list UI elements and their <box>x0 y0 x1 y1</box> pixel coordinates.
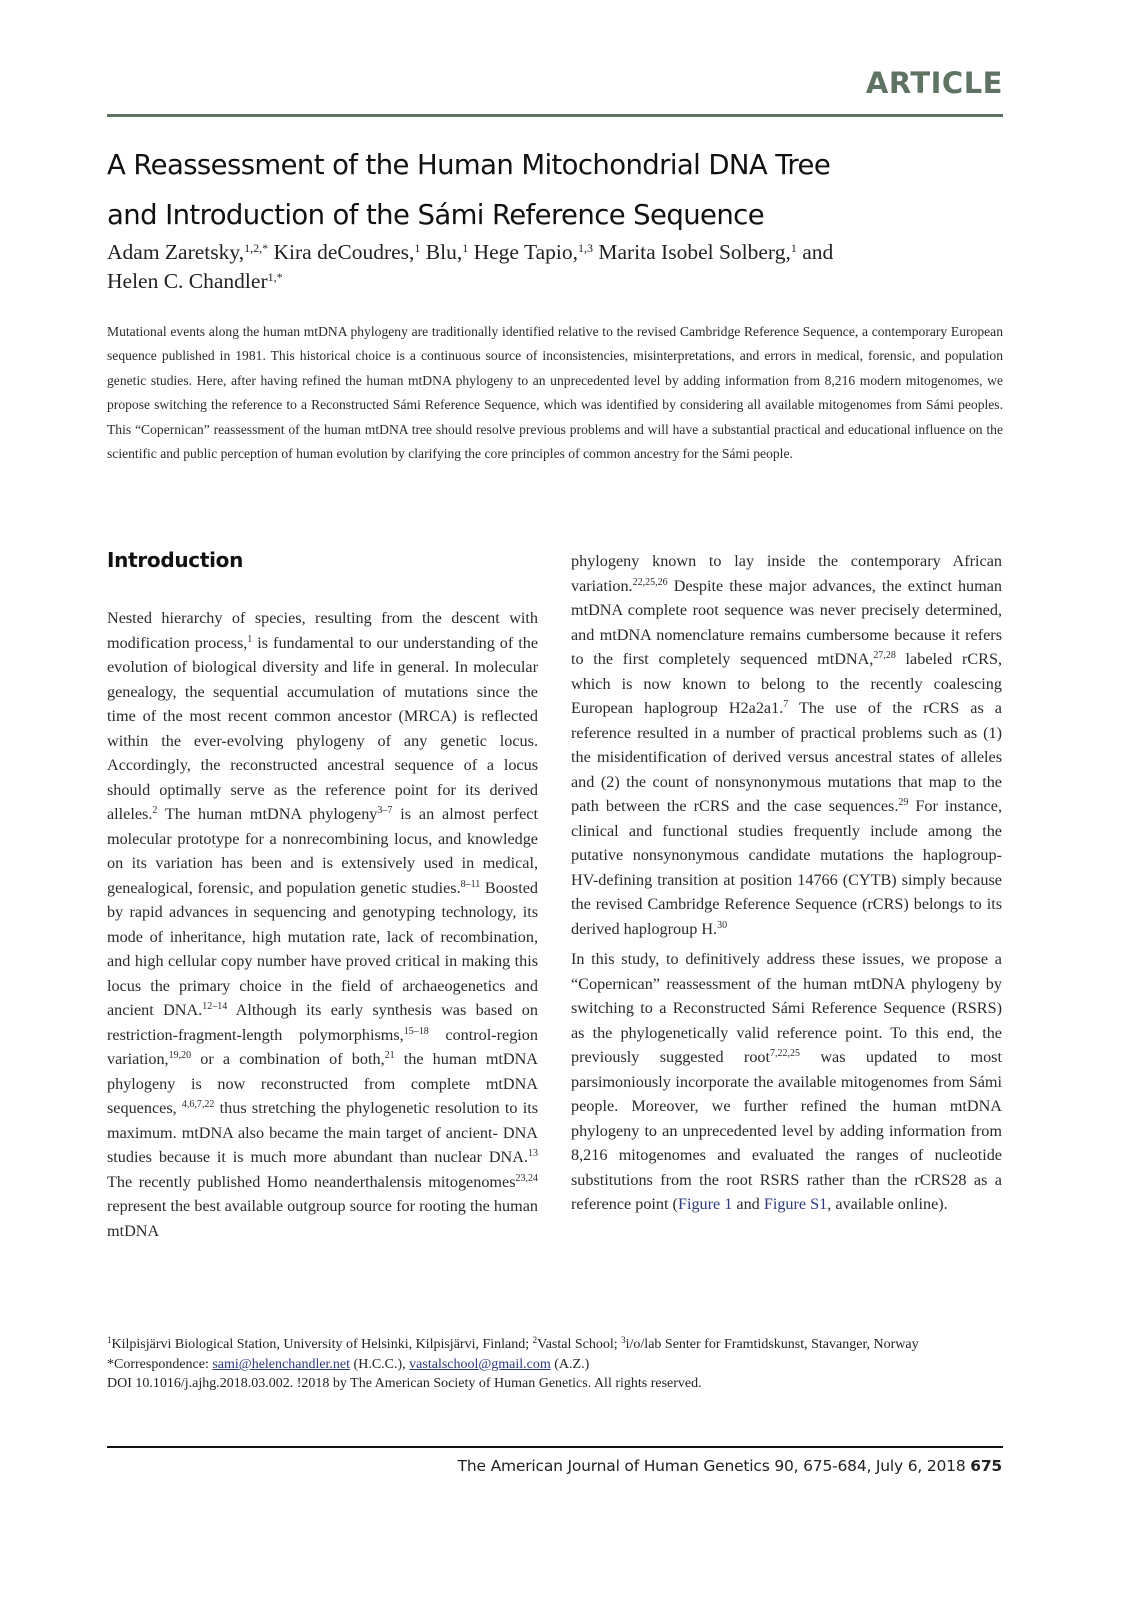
title-line-1: A Reassessment of the Human Mitochondrial DNA Tree <box>107 149 831 181</box>
body-text: , available online). <box>827 1195 948 1213</box>
section-heading-introduction: Introduction <box>107 548 244 572</box>
author-affiliation: 1 <box>790 241 797 255</box>
abstract: Mutational events along the human mtDNA phylogeny are traditionally identified relative to the revised Cambridge Reference Sequence, a contemporary European sequence published in 1981. This historical choice is a continuous source of inconsistencies, misinterpretations, and errors in medical, forensic, and population genetic studies. Here, after having refined the human mtDNA phylogeny to an unprecedented level by adding information from 8,216 modern mitogenomes, we propose switching the reference to a Reconstructed Sámi Reference Sequence, which was identified by considering all available mitogenomes from Sámi peoples. This “Copernican” reassessment of the human mtDNA tree should resolve previous problems and will have a substantial practical and educational influence on the scientific and public perception of human evolution by clarifying the core principles of common ancestry for the Sámi people. <box>107 324 1003 462</box>
affiliation-number: 2 <box>532 1335 538 1345</box>
intro-paragraph-1 <box>107 606 538 1243</box>
affiliation-number: 3 <box>621 1335 626 1345</box>
citation-ref: 2 <box>152 805 158 816</box>
journal-citation: The American Journal of Human Genetics 90, 675-684, July 6, 2018 <box>457 1457 971 1475</box>
title-line-2: and Introduction of the Sámi Reference Sequence <box>107 199 765 231</box>
body-text: or a combination of both, <box>191 1050 385 1068</box>
email-link-vastalschool[interactable]: vastalschool@gmail.com <box>409 1356 551 1372</box>
citation-ref: 13 <box>528 1148 538 1159</box>
body-text: Although its early synthesis was based on restriction-fragment-length polymorphisms, <box>107 1001 538 1044</box>
author-name: Hege Tapio, <box>473 240 578 264</box>
body-text: The human mtDNA phylogeny <box>157 805 378 823</box>
citation-ref: 8–11 <box>460 878 481 890</box>
author-name: Marita Isobel Solberg, <box>598 240 791 264</box>
body-text: Boosted by rapid advances in sequencing and genotyping technology, its mode of inheritance, high mutation rate, lack of recombination, and high cellular copy number have proved critical in making this locus the primary choice in the field of archaeogenetics and ancient DNA. <box>107 878 538 1019</box>
doi-line: DOI 10.1016/j.ajhg.2018.03.002. !2018 by The American Society of Human Genetics. All rights reserved. <box>107 1376 702 1391</box>
affiliation-number: 1 <box>107 1335 112 1345</box>
body-text: and <box>732 1195 764 1213</box>
header-divider <box>107 114 1003 117</box>
body-text: labeled rCRS, which is now known to belong to the recently coalescing European haplogroup H2a2a1. <box>571 650 1002 717</box>
journal-footer <box>458 1457 1002 1475</box>
body-text: control-region variation, <box>107 1025 538 1068</box>
citation-ref: 27,28 <box>873 650 896 661</box>
affiliation-list <box>107 1335 1003 1355</box>
body-text: Despite these major advances, the extinct human mtDNA complete root sequence was never precisely determined, and mtDNA nomenclature remains cumbersome because it refers to the first completely sequenced mtDNA, <box>571 576 1002 668</box>
citation-ref: 4,6,7,22 <box>181 1099 215 1110</box>
author-affiliation: 1 <box>462 241 469 255</box>
citation-ref: 30 <box>717 919 728 931</box>
footer-divider <box>107 1446 1003 1448</box>
author-affiliation: 1 <box>414 241 421 255</box>
email-owner: (H.C.C.), <box>350 1356 410 1372</box>
body-text: is fundamental to our understanding of the evolution of biological diversity and life in general. In molecular genealogy, the sequential accumulation of mutations since the time of the most recent common ancestor (MRCA) is reflected within the ever-evolving phylogeny of any genetic locus. Accordingly, the reconstructed ancestral sequence of a locus should optimally serve as the reference point for its derived alleles. <box>107 633 539 823</box>
body-text: The recently published Homo neanderthalensis mitogenomes <box>107 1172 516 1191</box>
figure-1-link[interactable]: Figure 1 <box>677 1195 733 1213</box>
author-affiliation: 1,3 <box>577 241 593 255</box>
body-column-left <box>107 606 538 1243</box>
body-text: Nested hierarchy of species, resulting from the descent with modification process, <box>107 609 538 652</box>
author-affiliation: 1,2,* <box>244 241 269 255</box>
affiliations-footnote <box>107 1335 1003 1394</box>
citation-ref: 22,25,26 <box>632 576 668 588</box>
email-owner: (A.Z.) <box>550 1356 590 1372</box>
section-label: ARTICLE <box>865 66 1003 100</box>
affiliation-text: Kilpisjärvi Biological Station, University of Helsinki, Kilpisjärvi, Finland; <box>111 1337 533 1352</box>
body-text: phylogeny known to lay inside the contemporary African variation. <box>571 552 1002 595</box>
citation-ref: 1 <box>247 633 253 645</box>
citation-ref: 19,20 <box>168 1050 192 1061</box>
body-text: In this study, to definitively address these issues, we propose a “Copernican” reassessment of the human mtDNA phylogeny by switching to a Reconstructed Sámi Reference Sequence (RSRS) as the phylogenetically valid reference point. To this end, the previously suggested root <box>571 950 1002 1066</box>
body-text: For instance, clinical and functional studies frequently include among the putative nonsynonymous candidate mutations the haplogroup- HV-defining transition at position 14766 (CYTB) simply because the revised Cambridge Reference Sequence (rCRS) belongs to its derived haplogroup H. <box>571 797 1003 938</box>
author-conjunction: and <box>802 240 834 264</box>
intro-paragraph-1-continued <box>571 549 1002 941</box>
body-text: The use of the rCRS as a reference resulted in a number of practical problems such as (1) the misidentification of derived versus ancestral states of alleles and (2) the count of nonsynonymous mutations that map to the path between the rCRS and the case sequences. <box>571 699 1002 815</box>
citation-ref: 7 <box>783 699 789 710</box>
citation-ref: 29 <box>898 797 909 808</box>
body-column-right <box>571 549 1002 1217</box>
affiliation-text: Vastal School; <box>537 1337 622 1352</box>
citation-ref: 15–18 <box>403 1025 429 1037</box>
intro-paragraph-2 <box>571 947 1002 1217</box>
body-text: represent the best available outgroup source for rooting the human mtDNA <box>107 1197 538 1240</box>
author-affiliation: 1,* <box>267 270 283 284</box>
affiliation-text: i/o/lab Senter for Framtidskunst, Stavanger, Norway <box>625 1337 919 1352</box>
citation-ref: 7,22,25 <box>770 1048 800 1059</box>
body-text: was updated to most parsimoniously incorporate the available mitogenomes from Sámi people. Moreover, we further refined the human mtDNA phylogeny to an unprecedented level by adding information from 8,216 mitogenomes and evaluated the ranges of nucleotide substitutions from the root RSRS rather than the rCRS28 as a reference point ( <box>571 1048 1002 1213</box>
correspondence-line <box>107 1355 1003 1375</box>
author-name: Kira deCoudres, <box>273 240 415 264</box>
figure-s1-link[interactable]: Figure S1 <box>763 1195 828 1213</box>
citation-ref: 21 <box>384 1050 395 1061</box>
citation-ref: 23,24 <box>515 1172 538 1184</box>
page-number: 675 <box>970 1457 1002 1475</box>
body-text: is an almost perfect molecular prototype for a nonrecombining locus, and knowledge on its variation has been and is extensively used in medical, genealogical, forensic, and population genetic studies. <box>107 805 538 897</box>
correspondence-label: *Correspondence: <box>107 1356 213 1372</box>
author-name: Adam Zaretsky, <box>107 240 245 264</box>
citation-ref: 12–14 <box>202 1001 228 1012</box>
author-name: Blu, <box>425 240 463 264</box>
citation-ref: 3–7 <box>377 805 393 816</box>
article-title <box>107 140 1007 240</box>
body-text: the human mtDNA phylogeny is now reconstructed from complete mtDNA sequences, <box>107 1050 538 1117</box>
author-name: Helen C. Chandler <box>107 269 268 293</box>
email-link-chandler[interactable]: sami@helenchandler.net <box>212 1356 351 1372</box>
author-list <box>107 238 1007 296</box>
body-text: thus stretching the phylogenetic resolution to its maximum. mtDNA also became the main target of ancient- DNA studies because it is much more abundant than nuclear DNA. <box>107 1099 538 1166</box>
